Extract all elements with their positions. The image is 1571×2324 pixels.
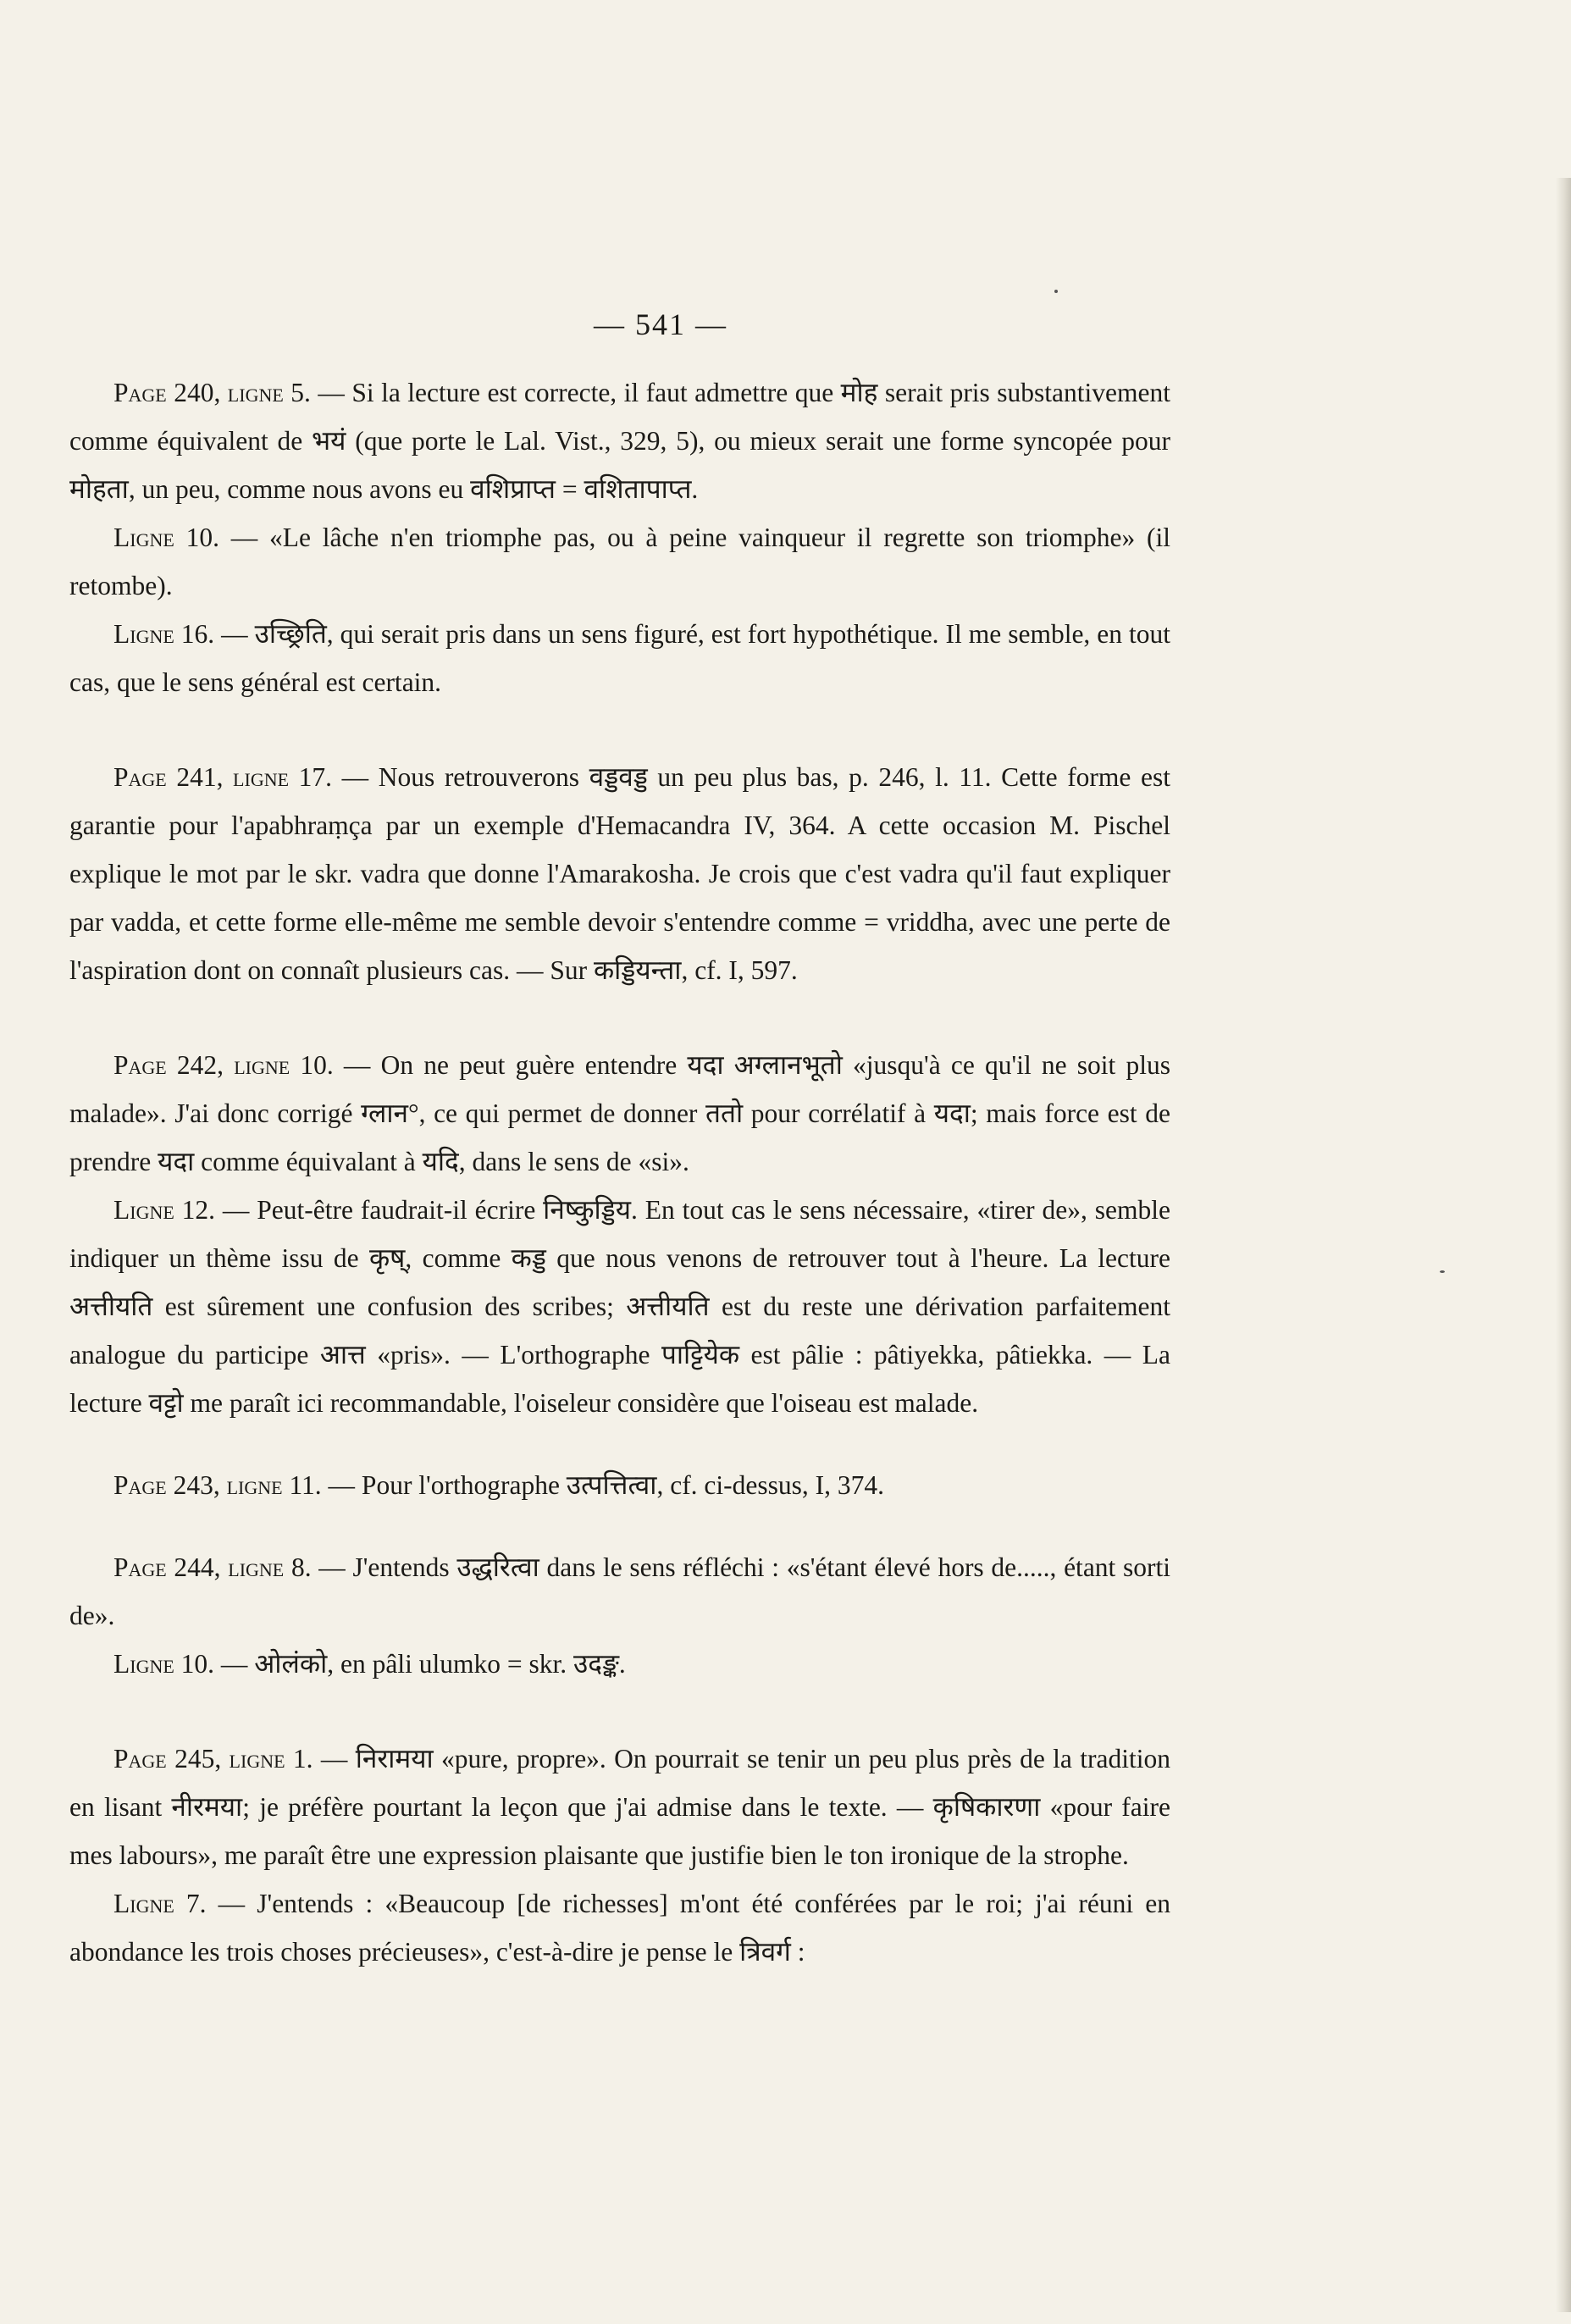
paragraph-ref: Ligne 12.	[113, 1195, 216, 1225]
paragraph-ref: Page 241, ligne 17.	[113, 762, 333, 792]
page-edge-shadow	[1556, 178, 1571, 2312]
paragraph	[69, 1543, 1170, 1640]
paragraph-ref: Ligne 7.	[113, 1889, 207, 1918]
paragraph-body: — J'entends : «Beaucoup [de richesses] m'ont été conférées par le roi; j'ai réuni en abondance les trois choses précieuses», c'est-à-dire je pense le त्रिवर्ग :	[69, 1889, 1170, 1967]
paragraph	[69, 513, 1170, 610]
paragraph	[69, 1735, 1170, 1879]
paragraph-ref: Page 245, ligne 1.	[113, 1744, 313, 1773]
paragraph	[69, 1041, 1170, 1186]
paragraph-ref: Page 242, ligne 10.	[113, 1050, 334, 1080]
paragraph-body: — ओलंको, en pâli ulumko = skr. उदङ्क.	[214, 1649, 626, 1679]
paragraph-body: — J'entends उद्धरित्वा dans le sens réfléchi : «s'étant élevé hors de....., étant sorti de».	[69, 1552, 1170, 1630]
paragraph-ref: Ligne 16.	[113, 619, 215, 649]
paragraph	[69, 753, 1170, 994]
paragraph-ref: Ligne 10.	[113, 523, 219, 552]
paragraph-ref: Ligne 10.	[113, 1649, 215, 1679]
paragraph-body: — On ne peut guère entendre यदा अग्लानभूतो «jusqu'à ce qu'il ne soit plus malade». J'ai donc corrigé ग्लान°, ce qui permet de donner ततो pour corrélatif à यदा; mais force est de prendre यदा comme équivalant à यदि, dans le sens de «si».	[69, 1050, 1170, 1176]
paragraph-ref: Page 244, ligne 8.	[113, 1552, 312, 1582]
paragraph	[69, 1879, 1170, 1976]
paragraph	[69, 1640, 1170, 1688]
paragraph-body: — उच्छ्रिति, qui serait pris dans un sens figuré, est fort hypothétique. Il me semble, en tout cas, que le sens général est certain.	[69, 619, 1170, 697]
page-number: — 541 —	[594, 307, 727, 341]
ink-speck	[1440, 1270, 1445, 1273]
paragraph	[69, 1186, 1170, 1427]
paragraph-body: — Peut-être faudrait-il écrire निष्कुड्डिय. En tout cas le sens nécessaire, «tirer de», semble indiquer un thème issu de कृष्, comme कड्ड que nous venons de retrouver tout à l'heure. La lecture अत्तीयति est sûrement une confusion des scribes; अत्तीयति est du reste une dérivation parfaitement analogue du participe आत्त «pris». — L'orthographe पाट्टियेक est pâlie : pâtiyekka, pâtiekka. — La lecture वट्टो me paraît ici recommandable, l'oiseleur considère que l'oiseau est malade.	[69, 1195, 1170, 1418]
paragraph-body: — «Le lâche n'en triomphe pas, ou à peine vainqueur il regrette son triomphe» (il retombe).	[69, 523, 1170, 600]
paragraph	[69, 1461, 1170, 1509]
paragraph-body: — Si la lecture est correcte, il faut admettre que मोह serait pris substantivement comme équivalent de भयं (que porte le Lal. Vist., 329, 5), ou mieux serait une forme syncopée pour मोहता, un peu, comme nous avons eu वशिप्राप्त = वशितापाप्त.	[69, 378, 1171, 504]
ink-speck	[1054, 290, 1058, 293]
paragraph-ref: Page 240, ligne 5.	[113, 378, 311, 407]
paragraph	[69, 368, 1170, 513]
paragraph-ref: Page 243, ligne 11.	[113, 1470, 322, 1500]
paragraph-body: — Pour l'orthographe उत्पत्तित्वा, cf. ci-dessus, I, 374.	[321, 1470, 885, 1500]
paragraph-body: — निरामया «pure, propre». On pourrait se tenir un peu plus près de la tradition en lisant नीरमया; je préfère pourtant la leçon que j'ai admise dans le texte. — कृषिकारणा «pour faire mes labours», me paraît être une expression plaisante que justifie bien le ton ironique de la strophe.	[69, 1744, 1170, 1870]
paragraph-body: — Nous retrouverons वड्डवड्ड un peu plus bas, p. 246, l. 11. Cette forme est garantie pour l'apabhraṃça par un exemple d'Hemacandra IV, 364. A cette occasion M. Pischel explique le mot par le skr. vadra que donne l'Amarakosha. Je crois que c'est vadra qu'il faut expliquer par vadda, et cette forme elle-même me semble devoir s'entendre comme = vriddha, avec une perte de l'aspiration dont on connaît plusieurs cas. — Sur कड्डियन्ता, cf. I, 597.	[69, 762, 1170, 985]
paragraph	[69, 610, 1170, 706]
body-text	[69, 368, 1170, 1976]
